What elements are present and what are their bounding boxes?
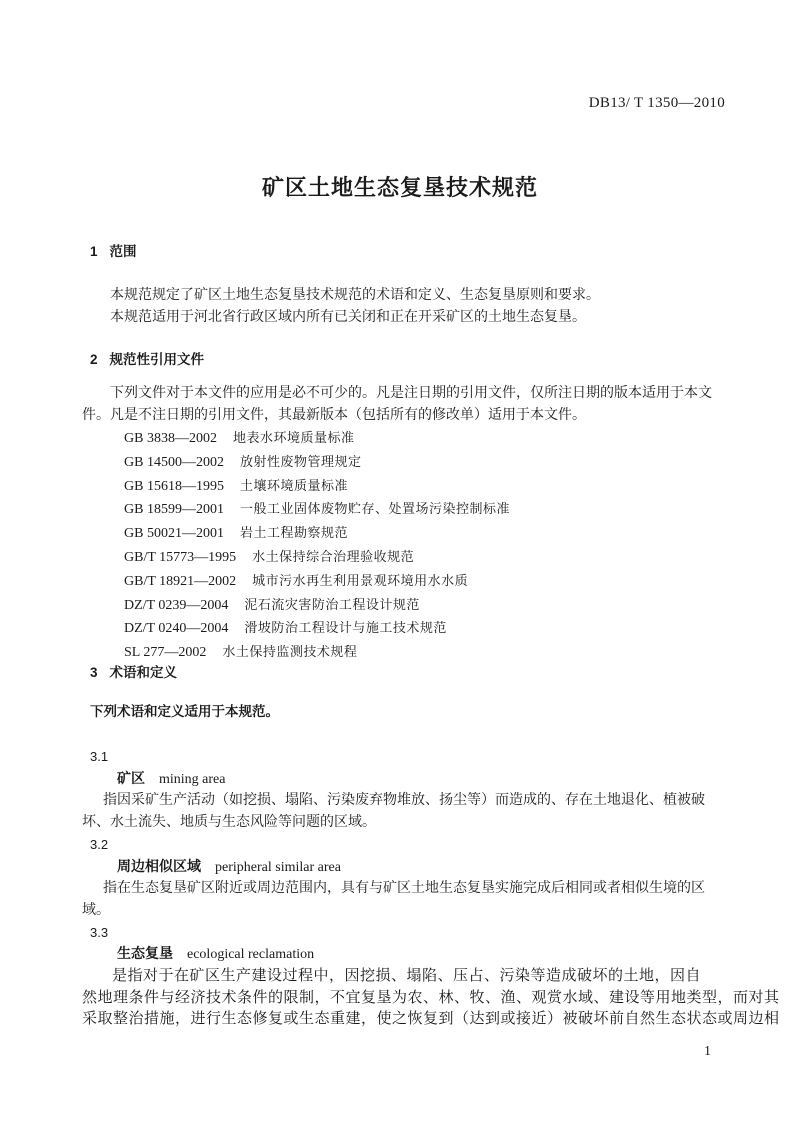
definition-line: 域。 [82,902,110,918]
section-2-label: 规范性引用文件 [109,352,205,367]
section-3-label: 术语和定义 [109,665,178,680]
definition-line: 是指对于在矿区生产建设过程中，因挖损、塌陷、压占、污染等造成破坏的土地，因自 [112,968,702,985]
reference-title: 城市污水再生利用景观环境用水水质 [252,572,469,588]
reference-code: GB 18599—2001 [124,502,224,518]
reference-list [124,427,774,665]
term-english: peripheral similar area [215,859,341,875]
document-title: 矿区土地生态复垦技术规范 [261,175,538,200]
definition-line: 采取整治措施，进行生态修复或生态重建，使之恢复到（达到或接近）被破坏前自然生态状态或周边相 [82,1011,780,1028]
section-3-heading [90,661,177,681]
reference-item [124,522,774,546]
reference-code: GB/T 18921—2002 [124,573,237,589]
term-chinese: 生态复垦 [117,945,173,962]
reference-title: 放射性废物管理规定 [239,453,362,469]
section-2-number: 2 [90,352,98,367]
reference-code: GB 50021—2001 [124,526,224,542]
reference-item [124,594,774,618]
header-doc-code: DB13/ T 1350—2010 [588,95,725,111]
reference-title: 土壤环境质量标准 [239,477,348,493]
section-1-label: 范围 [109,244,137,259]
reference-title: 滑坡防治工程设计与施工技术规范 [244,620,447,636]
term-english: ecological reclamation [187,947,315,963]
section-3-number: 3 [90,665,98,680]
reference-title: 地表水环境质量标准 [232,430,355,445]
term-entry [82,768,796,791]
reference-item [124,451,774,475]
reference-code: DZ/T 0239—2004 [124,597,229,613]
term-number: 3.3 [90,924,109,940]
section-1-body [82,285,794,329]
reference-title: 一般工业固体废物贮存、处置场污染控制标准 [239,501,510,517]
section-2-intro [82,383,794,427]
paragraph: 本规范适用于河北省行政区域内所有已关闭和正在开采矿区的土地生态复垦。 [110,310,586,325]
reference-item [124,475,774,499]
reference-item [124,498,774,522]
term-english: mining area [159,771,226,787]
reference-code: GB/T 15773—1995 [124,549,237,565]
term-chinese: 周边相似区域 [117,857,201,874]
term-chinese: 矿区 [117,769,145,786]
reference-code: SL 277—2002 [124,645,207,661]
page-number: 1 [704,1044,711,1059]
reference-item [124,641,774,665]
term-entry [82,856,796,879]
paragraph-line: 下列文件对于本文件的应用是必不可少的。凡是注日期的引用文件，仅所注日期的版本适用于本文 [110,386,712,401]
reference-item [124,546,774,570]
reference-code: DZ/T 0240—2004 [124,621,229,637]
section-2-heading [90,348,204,368]
definition-line: 指在生态复垦矿区附近或周边范围内，具有与矿区土地生态复垦实施完成后相同或者相似生境的区 [103,881,705,897]
section-3-intro: 下列术语和定义适用于本规范。 [90,704,279,719]
definition-line: 然地理条件与经济技术条件的限制，不宜复垦为农、林、牧、渔、观赏水域、建设等用地类型，而对其 [82,989,780,1006]
reference-code: GB 15618—1995 [124,478,224,494]
section-1-heading [90,240,137,260]
reference-code: GB 3838—2002 [124,431,217,446]
term-entry [82,943,796,966]
reference-title: 岩土工程勘察规范 [239,525,348,541]
section-1-number: 1 [90,244,98,259]
terms-block [82,746,796,1031]
paragraph: 本规范规定了矿区土地生态复垦技术规范的术语和定义、生态复垦原则和要求。 [110,288,600,303]
reference-title: 泥石流灾害防治工程设计规范 [244,596,420,612]
term-number: 3.2 [90,836,109,852]
reference-code: GB 14500—2002 [124,454,224,470]
reference-item [124,570,774,594]
definition-line: 坏、水土流失、地质与生态风险等问题的区域。 [82,815,376,831]
reference-item [124,427,774,451]
reference-title: 水土保持综合治理验收规范 [252,548,415,564]
reference-title: 水土保持监测技术规程 [222,644,358,660]
paragraph-line: 件。凡是不注日期的引用文件，其最新版本（包括所有的修改单）适用于本文件。 [82,408,586,423]
reference-item [124,617,774,641]
definition-line: 指因采矿生产活动（如挖损、塌陷、污染废弃物堆放、扬尘等）而造成的、存在土地退化、植被破 [103,793,705,809]
term-number: 3.1 [90,749,109,764]
